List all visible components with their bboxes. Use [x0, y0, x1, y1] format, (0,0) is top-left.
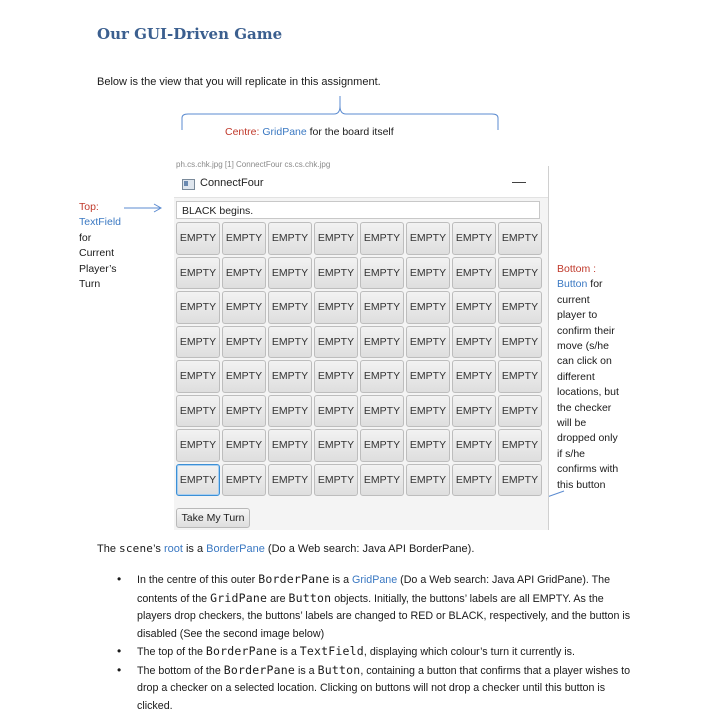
bullet-centre — [117, 571, 637, 643]
board-cell-button[interactable]: EMPTY — [498, 429, 542, 462]
bullet-top — [117, 643, 637, 662]
top-arrow — [124, 202, 164, 214]
board-cell-button[interactable]: EMPTY — [222, 326, 266, 359]
bottom-annotation-line: the checker — [557, 401, 612, 414]
board-cell-button[interactable]: EMPTY — [176, 464, 220, 497]
board-cell-button[interactable]: EMPTY — [452, 291, 496, 324]
board-cell-button[interactable]: EMPTY — [498, 291, 542, 324]
board-cell-button[interactable]: EMPTY — [452, 257, 496, 290]
bottom-annotation-line: move (s/he — [557, 340, 609, 353]
connectfour-window — [174, 160, 549, 530]
board-cell-button[interactable]: EMPTY — [314, 291, 358, 324]
top-annotation-line: Player’s — [79, 262, 117, 275]
board-cell-button[interactable]: EMPTY — [314, 464, 358, 497]
gridpane-link[interactable]: GridPane — [352, 574, 398, 586]
top-annotation-line: Current — [79, 247, 115, 260]
centre-annotation — [225, 126, 394, 138]
bottom-annotation-line: current — [557, 293, 590, 306]
board-cell-button[interactable]: EMPTY — [406, 395, 450, 428]
bullet-text: , containing a button that confirms that a player wishes to drop a checker on a selected location. Clicking on buttons will not drop a checker until this button is clicked. — [137, 664, 631, 712]
board-cell-button[interactable]: EMPTY — [268, 360, 312, 393]
board-cell-button[interactable]: EMPTY — [268, 429, 312, 462]
bullet-text: objects. Initially, the buttons’ labels are all EMPTY. As the players drop checkers, the buttons’ labels are changed to RED or BLACK, respectively, and the button is disabled (See the second image below) — [137, 592, 631, 640]
bottom-annotation-line: this button — [557, 478, 606, 491]
centre-annotation-text: for the board itself — [309, 126, 394, 138]
board-cell-button[interactable]: EMPTY — [176, 222, 220, 255]
board-cell-button[interactable]: EMPTY — [268, 326, 312, 359]
board-cell-button[interactable]: EMPTY — [498, 360, 542, 393]
turn-textfield[interactable]: BLACK begins. — [176, 201, 540, 219]
scene-line-text: The — [97, 543, 120, 555]
bottom-annotation-line: locations, but — [557, 386, 619, 399]
board-cell-button[interactable]: EMPTY — [406, 291, 450, 324]
page-title: Our GUI-Driven Game — [97, 25, 283, 43]
board-cell-button[interactable]: EMPTY — [222, 257, 266, 290]
board-cell-button[interactable]: EMPTY — [452, 360, 496, 393]
root-link[interactable]: root — [163, 543, 183, 555]
bullet-list — [117, 571, 637, 715]
code-button: Button — [317, 662, 361, 677]
bullet-bottom — [117, 662, 637, 716]
board-cell-button[interactable]: EMPTY — [452, 395, 496, 428]
board-cell-button[interactable]: EMPTY — [222, 464, 266, 497]
board-cell-button[interactable]: EMPTY — [406, 222, 450, 255]
board-cell-button[interactable]: EMPTY — [176, 395, 220, 428]
bottom-annotation-line: confirms with — [557, 463, 619, 476]
scene-line-text: (Do a Web search: Java API BorderPane). — [264, 543, 475, 555]
board-cell-button[interactable]: EMPTY — [222, 222, 266, 255]
bullet-text: (Do a Web search: Java API GridPane). The contents of the — [137, 574, 611, 605]
board-cell-button[interactable]: EMPTY — [452, 222, 496, 255]
board-cell-button[interactable]: EMPTY — [314, 429, 358, 462]
bullet-text: The bottom of the — [137, 664, 224, 677]
bottom-annotation-line: confirm their — [557, 324, 615, 337]
top-annotation-class: TextField — [79, 216, 122, 229]
top-annotation-line: for — [79, 231, 92, 244]
bottom-annotation-line: will be — [557, 417, 587, 430]
scene-line — [97, 542, 474, 555]
board-cell-button[interactable]: EMPTY — [176, 257, 220, 290]
board-cell-button[interactable]: EMPTY — [314, 326, 358, 359]
board-cell-button[interactable]: EMPTY — [268, 395, 312, 428]
scene-code: scene — [119, 542, 154, 555]
board-grid — [176, 222, 542, 496]
bottom-annotation-line: dropped only — [557, 432, 618, 445]
top-annotation-line: Turn — [79, 278, 101, 291]
window-titlebar[interactable] — [174, 173, 548, 198]
board-cell-button[interactable]: EMPTY — [222, 395, 266, 428]
bottom-annotation-line: for — [590, 278, 603, 291]
window-title: ConnectFour — [200, 177, 264, 189]
bottom-annotation-line: player to — [557, 309, 598, 322]
top-annotation-label: Top: — [79, 201, 99, 213]
board-cell-button[interactable]: EMPTY — [360, 429, 404, 462]
board-cell-button[interactable]: EMPTY — [176, 360, 220, 393]
board-cell-button[interactable]: EMPTY — [360, 257, 404, 290]
centre-annotation-label: Centre: — [225, 126, 260, 138]
board-cell-button[interactable]: EMPTY — [314, 222, 358, 255]
board-cell-button[interactable]: EMPTY — [268, 222, 312, 255]
cut-off-header — [174, 160, 548, 173]
code-button: Button — [288, 590, 332, 605]
board-cell-button[interactable]: EMPTY — [498, 257, 542, 290]
board-cell-button[interactable]: EMPTY — [498, 326, 542, 359]
board-cell-button[interactable]: EMPTY — [268, 257, 312, 290]
window-icon — [182, 179, 195, 190]
board-cell-button[interactable]: EMPTY — [222, 429, 266, 462]
board-cell-button[interactable]: EMPTY — [176, 291, 220, 324]
board-cell-button[interactable]: EMPTY — [176, 326, 220, 359]
board-cell-button[interactable]: EMPTY — [406, 429, 450, 462]
board-cell-button[interactable]: EMPTY — [360, 222, 404, 255]
bottom-annotation-line: different — [557, 370, 595, 383]
board-cell-button[interactable]: EMPTY — [360, 326, 404, 359]
board-cell-button[interactable]: EMPTY — [360, 291, 404, 324]
board-cell-button[interactable]: EMPTY — [498, 395, 542, 428]
board-cell-button[interactable]: EMPTY — [406, 326, 450, 359]
board-cell-button[interactable]: EMPTY — [360, 395, 404, 428]
bottom-annotation-line: if s/he — [557, 447, 586, 460]
code-gridpane: GridPane — [210, 590, 268, 605]
bullet-text: The top of the — [137, 646, 206, 658]
board-cell-button[interactable]: EMPTY — [452, 429, 496, 462]
board-cell-button[interactable]: EMPTY — [314, 360, 358, 393]
bullet-text: , displaying which colour’s turn it currently is. — [363, 646, 575, 658]
bullet-text: is a — [277, 646, 300, 658]
bullet-text: is a — [295, 664, 318, 677]
bottom-annotation-label: Bottom : — [557, 263, 597, 275]
board-cell-button[interactable]: EMPTY — [314, 257, 358, 290]
centre-annotation-class: GridPane — [262, 126, 307, 138]
board-cell-button[interactable]: EMPTY — [314, 395, 358, 428]
scene-line-text: ’s — [153, 543, 164, 555]
cut-off-text: ph.cs.chk.jpg [1] ConnectFour cs.cs.chk.jpg — [176, 160, 331, 169]
bullet-text: In the centre of this outer — [137, 574, 259, 586]
take-my-turn-button[interactable]: Take My Turn — [176, 508, 250, 528]
board-cell-button[interactable]: EMPTY — [452, 326, 496, 359]
bottom-annotation-class: Button — [557, 278, 588, 291]
bottom-annotation-line: can click on — [557, 355, 612, 368]
bullet-text: are — [267, 592, 289, 605]
board-cell-button[interactable]: EMPTY — [222, 360, 266, 393]
code-borderpane: BorderPane — [223, 662, 295, 677]
board-cell-button[interactable]: EMPTY — [222, 291, 266, 324]
code-borderpane: BorderPane — [205, 644, 278, 658]
board-cell-button[interactable]: EMPTY — [452, 464, 496, 497]
board-cell-button[interactable]: EMPTY — [498, 464, 542, 497]
scene-line-text: is a — [182, 543, 207, 555]
board-cell-button[interactable]: EMPTY — [406, 257, 450, 290]
bullet-text: is a — [329, 574, 353, 586]
intro-text: Below is the view that you will replicate in this assignment. — [97, 76, 381, 88]
minimize-button[interactable]: — — [512, 173, 526, 189]
code-borderpane: BorderPane — [258, 572, 330, 586]
bottom-annotation — [557, 262, 637, 493]
code-textfield: TextField — [299, 644, 364, 658]
board-cell-button[interactable]: EMPTY — [406, 464, 450, 497]
board-cell-button[interactable]: EMPTY — [176, 429, 220, 462]
board-cell-button[interactable]: EMPTY — [360, 360, 404, 393]
board-cell-button[interactable]: EMPTY — [498, 222, 542, 255]
borderpane-link[interactable]: BorderPane — [206, 543, 265, 555]
board-cell-button[interactable]: EMPTY — [406, 360, 450, 393]
board-cell-button[interactable]: EMPTY — [268, 464, 312, 497]
board-cell-button[interactable]: EMPTY — [360, 464, 404, 497]
board-cell-button[interactable]: EMPTY — [268, 291, 312, 324]
